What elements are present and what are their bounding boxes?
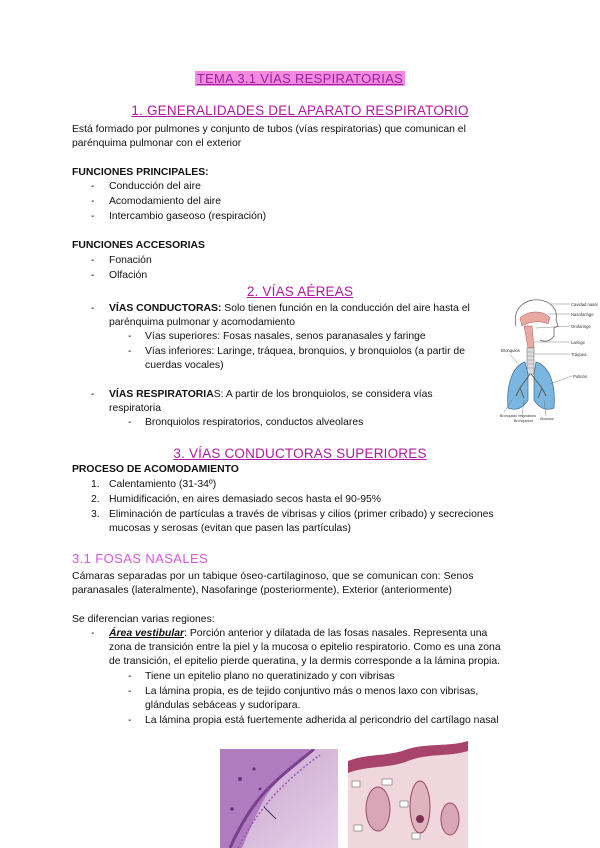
list-item: Eliminación de partículas a través de vibrisas y cilios (primer cribado) y secreciones (109, 509, 494, 520)
vestibular-sub-item: La lámina propia está fuertemente adherida al pericondrio del cartílago nasal (145, 715, 499, 726)
vias-conductoras-label: VÍAS CONDUCTORAS: (109, 303, 222, 314)
label-nasofaringe: Nasofaringe (571, 312, 594, 317)
label-cavidad-nasal: Cavidad nasal (571, 302, 598, 307)
section-1-intro-line-2: parénquima pulmonar con el exterior (72, 138, 242, 149)
area-vestibular-text: : Porción anterior y dilatada de las fosas nasales. Representa una (184, 628, 488, 639)
list-bullet: - (91, 211, 95, 222)
label-bronquios: Bronquios (501, 348, 520, 353)
vestibular-sub-item-continuation: glándulas sebáceas y sudorípara. (145, 700, 301, 711)
area-vestibular-line-3: de transición, el epitelio pierde queratina, y la dermis corresponde a la lámina propia. (109, 656, 501, 667)
vestibular-sub-item: Tiene un epitelio plano no queratinizado y con vibrisas (145, 671, 395, 682)
vias-conductoras-line-1 (109, 302, 499, 317)
list-item: Humidificación, en aires demasiado secos hasta el 90-95% (109, 494, 382, 505)
list-item: Fonación (109, 255, 152, 266)
label-traquea: Tráquea (571, 352, 587, 357)
list-item-continuation: mucosas y serosas (evitan que pasen las partículas) (109, 523, 351, 534)
list-item: Intercambio gaseoso (respiración) (109, 211, 267, 222)
vias-superiores: Vías superiores: Fosas nasales, senos paranasales y faringe (145, 331, 426, 342)
section-3-1-heading: 3.1 FOSAS NASALES (72, 551, 209, 566)
regiones-text: Se diferencian varias regiones: (72, 614, 215, 625)
list-item: Conducción del aire (109, 181, 201, 192)
histology-image-2 (348, 739, 468, 848)
list-bullet: - (128, 346, 132, 357)
label-bronquiolo-respiratorio: Bronquiolo respiratorio (500, 414, 537, 418)
list-bullet: - (128, 686, 132, 697)
label-pulmon: Pulmón (573, 374, 588, 379)
list-bullet: - (128, 715, 132, 726)
section-2-heading: 2. VÍAS AÉREAS (246, 284, 354, 299)
vias-conductoras-line-2: parénquima pulmonar y acomodamiento (109, 317, 295, 328)
area-vestibular-line-2: zona de transición entre la piel y la mucosa o epitelio respiratorio. Como es una zona (109, 642, 501, 653)
pharynx-shape (524, 326, 534, 348)
vias-conductoras-text: Solo tienen función en la conducción del aire hasta el (221, 303, 470, 314)
list-bullet: - (91, 255, 95, 266)
list-item: Calentamiento (31-34º) (109, 479, 217, 490)
list-bullet: - (91, 628, 95, 639)
list-bullet: - (91, 389, 95, 400)
vias-respiratorias-line-1 (109, 388, 496, 403)
list-bullet: - (128, 671, 132, 682)
label-alveolos: Alvéolos (540, 417, 554, 421)
area-vestibular-line-1 (109, 627, 487, 642)
respiratory-system-diagram (500, 296, 600, 426)
funciones-accesorias-label: FUNCIONES ACCESORIAS (72, 240, 205, 251)
vias-inferiores-line-2: cuerdas vocales) (145, 360, 224, 371)
list-bullet: - (128, 331, 132, 342)
vias-respiratorias-text: S: A partir de los bronquiolos, se considera vías (213, 389, 433, 400)
section-3-1-intro-line-1: Cámaras separadas por un tabique óseo-cartilaginoso, que se comunican con: Senos (72, 571, 474, 582)
vias-respiratorias-line-2: respiratoria (109, 403, 161, 414)
list-bullet: - (91, 270, 95, 281)
label-bronquiolos: Bronquiolos (514, 419, 533, 423)
title-highlight: TEMA 3.1 VÍAS RESPIRATORIAS (196, 71, 404, 86)
section-3-1-intro-line-2: paranasales (lateralmente), Nasofaringe (posteriormente), Exterior (anteriormente) (72, 585, 452, 596)
list-item: Acomodamiento del aire (109, 196, 222, 207)
document-title (0, 71, 600, 86)
list-item: Olfación (109, 270, 148, 281)
label-orofaringe: Orofaringe (571, 324, 591, 329)
bronquiolos-item: Bronquiolos respiratorios, conductos alveolares (145, 417, 364, 428)
funciones-principales-label: FUNCIONES PRINCIPALES: (72, 167, 209, 178)
label-laringe: Laringe (571, 340, 585, 345)
list-bullet: - (128, 417, 132, 428)
proceso-acomodamiento-label: PROCESO DE ACOMODAMIENTO (72, 464, 239, 475)
vestibular-sub-item: La lámina propia, es de tejido conjuntivo más o menos laxo con vibrisas, (145, 686, 479, 697)
list-bullet: - (91, 196, 95, 207)
vias-inferiores-line-1: Vías inferiores: Laringe, tráquea, bronquios, y bronquiolos (a partir de (145, 346, 465, 357)
section-1-heading: 1. GENERALIDADES DEL APARATO RESPIRATORIO (131, 103, 469, 118)
area-vestibular-label: Área vestibular (109, 628, 185, 639)
histology-image-1 (220, 749, 338, 848)
section-1-intro-line-1: Está formado por pulmones y conjunto de tubos (vías respiratorias) que comunican el (72, 124, 466, 135)
section-3-heading: 3. VÍAS CONDUCTORAS SUPERIORES (173, 446, 427, 461)
list-bullet: - (91, 181, 95, 192)
list-number: 1. (91, 479, 100, 490)
list-number: 2. (91, 494, 100, 505)
vias-respiratorias-label: VÍAS RESPIRATORIA (109, 389, 214, 400)
nasal-cavity-shape (520, 312, 550, 326)
list-number: 3. (91, 509, 100, 520)
list-bullet: - (91, 303, 95, 314)
